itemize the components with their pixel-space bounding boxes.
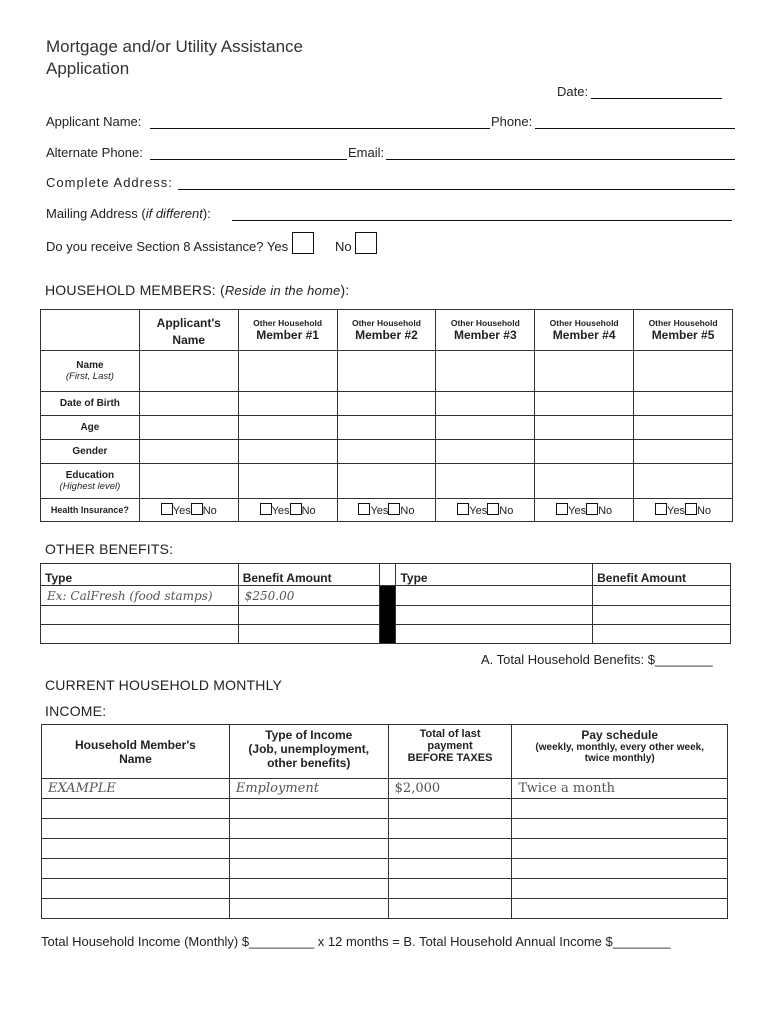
income-heading-line1: CURRENT HOUSEHOLD MONTHLY <box>45 677 283 693</box>
cell-input[interactable] <box>229 879 388 899</box>
cell-input[interactable] <box>535 416 634 440</box>
benefits-divider <box>379 564 396 586</box>
cell-input[interactable] <box>512 899 728 919</box>
income-total-line: Total Household Income (Monthly) $_________ x 12 months = B. Total Household Annual Income $________ <box>41 934 671 949</box>
income-table <box>41 724 728 919</box>
cell-input[interactable] <box>337 464 436 499</box>
cell-input[interactable] <box>337 416 436 440</box>
health-yes-no <box>337 499 436 522</box>
no-checkbox[interactable] <box>191 503 203 515</box>
yes-label: Yes <box>271 505 290 517</box>
cell-input[interactable] <box>337 440 436 464</box>
yes-checkbox[interactable] <box>358 503 370 515</box>
income-col-total-l3: BEFORE TAXES <box>407 752 493 764</box>
cell-input[interactable] <box>229 839 388 859</box>
cell-input[interactable] <box>41 625 239 644</box>
row-label-age: Age <box>41 416 140 440</box>
cell-input[interactable] <box>42 859 230 879</box>
household-header-member2 <box>337 310 436 351</box>
applicant-name-field[interactable] <box>150 128 490 129</box>
income-col-type <box>229 725 388 779</box>
no-checkbox[interactable] <box>685 503 697 515</box>
cell-input[interactable] <box>512 839 728 859</box>
cell-input[interactable] <box>512 819 728 839</box>
section8-question <box>46 232 377 254</box>
household-header-member1 <box>238 310 337 351</box>
household-table <box>40 309 733 522</box>
form-title <box>46 36 303 80</box>
benefits-example-type[interactable]: Ex: CalFresh (food stamps) <box>41 586 239 606</box>
cell-input[interactable] <box>229 859 388 879</box>
cell-input[interactable] <box>388 839 512 859</box>
yes-checkbox[interactable] <box>457 503 469 515</box>
income-col-total-l2: payment <box>427 740 473 752</box>
col1-big: Member #1 <box>256 328 319 342</box>
income-row <box>42 879 728 899</box>
form-title-line1: Mortgage and/or Utility Assistance <box>46 37 304 56</box>
income-row <box>42 799 728 819</box>
phone-label: Phone: <box>491 114 533 129</box>
mailing-label-post: ): <box>202 206 211 221</box>
cell-input[interactable] <box>238 606 379 625</box>
cell-input[interactable] <box>42 839 230 859</box>
income-col-member-text: Household Member's Name <box>74 737 196 766</box>
income-row <box>42 819 728 839</box>
row-label-name <box>41 351 140 392</box>
household-heading-pre: HOUSEHOLD MEMBERS: ( <box>45 282 225 298</box>
cell-input[interactable] <box>42 799 230 819</box>
health-yes-no <box>436 499 535 522</box>
date-field[interactable] <box>591 98 722 99</box>
cell-input[interactable] <box>634 351 733 392</box>
mailing-label-pre: Mailing Address ( <box>46 206 146 221</box>
benefits-total: A. Total Household Benefits: $________ <box>481 652 713 667</box>
cell-input[interactable] <box>229 899 388 919</box>
cell-input[interactable] <box>229 819 388 839</box>
cell-input[interactable] <box>41 606 239 625</box>
household-header-row <box>41 310 733 351</box>
row-label-dob: Date of Birth <box>41 392 140 416</box>
yes-checkbox[interactable] <box>655 503 667 515</box>
income-col-schedule-l1: Pay schedule <box>581 728 659 742</box>
health-yes-no <box>238 499 337 522</box>
col1-small: Other Household <box>253 318 323 328</box>
col3-small: Other Household <box>450 318 520 328</box>
cell-input[interactable] <box>535 464 634 499</box>
yes-label: Yes <box>568 505 587 517</box>
cell-input[interactable] <box>535 392 634 416</box>
income-col-schedule <box>512 725 728 779</box>
income-col-type-l2: (Job, unemployment, <box>248 742 370 756</box>
col4-small: Other Household <box>549 318 619 328</box>
cell-input[interactable] <box>396 606 593 625</box>
health-yes-no <box>535 499 634 522</box>
income-col-schedule-l2: (weekly, monthly, every other week, <box>535 742 705 753</box>
cell-input[interactable] <box>593 606 731 625</box>
cell-input[interactable] <box>388 819 512 839</box>
cell-input[interactable] <box>634 464 733 499</box>
row-label-education <box>41 464 140 499</box>
household-heading-post: ): <box>340 282 350 298</box>
date-label: Date: <box>557 84 589 99</box>
income-col-total-l1: Total of last <box>419 728 481 740</box>
household-row-health <box>41 499 733 522</box>
email-field[interactable] <box>386 159 735 160</box>
yes-label: Yes <box>172 505 191 517</box>
col2-big: Member #2 <box>355 328 418 342</box>
col5-small: Other Household <box>648 318 718 328</box>
address-field[interactable] <box>178 189 735 190</box>
cell-input[interactable] <box>512 879 728 899</box>
cell-input[interactable] <box>535 351 634 392</box>
col2-small: Other Household <box>351 318 421 328</box>
cell-input[interactable] <box>139 440 238 464</box>
cell-input[interactable] <box>535 440 634 464</box>
no-checkbox[interactable] <box>388 503 400 515</box>
cell-input[interactable] <box>512 799 728 819</box>
income-heading-line2: INCOME: <box>45 703 107 719</box>
cell-input[interactable] <box>512 859 728 879</box>
row-label-gender: Gender <box>41 440 140 464</box>
section8-label: Do you receive Section 8 Assistance? Yes <box>46 239 289 254</box>
alt-phone-field[interactable] <box>150 159 347 160</box>
phone-field[interactable] <box>535 128 735 129</box>
benefits-divider-fill <box>379 586 396 644</box>
cell-input[interactable] <box>634 440 733 464</box>
cell-input[interactable] <box>42 899 230 919</box>
no-checkbox[interactable] <box>487 503 499 515</box>
no-checkbox[interactable] <box>290 503 302 515</box>
row-label-health: Health Insurance? <box>41 499 140 522</box>
cell-input[interactable] <box>388 879 512 899</box>
col4-big: Member #4 <box>552 328 616 342</box>
col-applicant-l1: Applicant's <box>156 316 221 330</box>
no-label: No <box>499 505 514 517</box>
benefits-amount-header-2: Benefit Amount <box>593 564 731 586</box>
col-applicant-l2: Name <box>172 333 206 347</box>
income-col-type-l1: Type of Income <box>265 728 353 742</box>
row-name-sub: (First, Last) <box>65 371 114 382</box>
row-education-sub: (Highest level) <box>59 481 121 492</box>
no-label: No <box>400 505 415 517</box>
cell-input[interactable] <box>593 625 731 644</box>
cell-input[interactable] <box>139 392 238 416</box>
no-checkbox[interactable] <box>586 503 598 515</box>
section8-no-checkbox[interactable] <box>355 232 377 254</box>
cell-input[interactable] <box>337 351 436 392</box>
cell-input[interactable] <box>396 625 593 644</box>
household-header-member3 <box>436 310 535 351</box>
income-col-type-l3: other benefits) <box>267 756 351 770</box>
benefits-header-row <box>41 564 731 586</box>
alt-phone-label: Alternate Phone: <box>46 145 143 160</box>
benefits-example-row <box>41 586 731 606</box>
cell-input[interactable] <box>388 899 512 919</box>
yes-checkbox[interactable] <box>161 503 173 515</box>
cell-input[interactable] <box>238 440 337 464</box>
household-row-dob <box>41 392 733 416</box>
cell-input[interactable] <box>436 416 535 440</box>
income-row <box>42 839 728 859</box>
mailing-address-field[interactable] <box>232 220 732 221</box>
yes-label: Yes <box>469 505 488 517</box>
household-heading-italic: Reside in the home <box>224 283 341 298</box>
section8-yes-checkbox[interactable] <box>292 232 314 254</box>
cell-input[interactable] <box>634 392 733 416</box>
household-row-name <box>41 351 733 392</box>
no-label: No <box>301 505 316 517</box>
col3-big: Member #3 <box>453 328 517 342</box>
cell-input[interactable] <box>238 351 337 392</box>
income-row <box>42 899 728 919</box>
cell-input[interactable] <box>139 351 238 392</box>
no-label: No <box>696 505 712 517</box>
cell-input[interactable] <box>436 440 535 464</box>
cell-input[interactable] <box>238 392 337 416</box>
section8-no-label: No <box>334 239 352 254</box>
income-col-total <box>388 725 512 779</box>
no-label: No <box>202 505 217 517</box>
cell-input[interactable] <box>337 392 436 416</box>
mailing-label-italic: if different <box>145 206 203 221</box>
benefits-amount-header: Benefit Amount <box>238 564 379 586</box>
benefits-table <box>40 563 731 644</box>
row-education-text: Education <box>65 470 115 481</box>
cell-input[interactable] <box>388 799 512 819</box>
cell-input[interactable] <box>42 879 230 899</box>
cell-input[interactable] <box>436 392 535 416</box>
row-name-text: Name <box>76 360 104 371</box>
applicant-name-label: Applicant Name: <box>46 114 142 129</box>
address-label: Complete Address: <box>46 175 173 190</box>
household-header-blank <box>41 310 140 351</box>
yes-checkbox[interactable] <box>556 503 568 515</box>
household-row-education <box>41 464 733 499</box>
income-col-member <box>42 725 230 779</box>
benefits-type-header: Type <box>41 564 239 586</box>
cell-input[interactable] <box>139 464 238 499</box>
benefits-example-amount[interactable]: $250.00 <box>238 586 379 606</box>
income-example-schedule[interactable]: Twice a month <box>512 779 728 799</box>
cell-input[interactable] <box>593 586 731 606</box>
income-example-row <box>42 779 728 799</box>
household-header-member4 <box>535 310 634 351</box>
household-row-gender <box>41 440 733 464</box>
household-header-member5 <box>634 310 733 351</box>
cell-input[interactable] <box>634 416 733 440</box>
cell-input[interactable] <box>388 859 512 879</box>
yes-label: Yes <box>370 505 389 517</box>
household-heading <box>45 282 349 298</box>
cell-input[interactable] <box>229 799 388 819</box>
form-title-line2: Application <box>46 59 130 78</box>
cell-input[interactable] <box>42 819 230 839</box>
cell-input[interactable] <box>436 464 535 499</box>
health-yes-no <box>634 499 733 522</box>
income-example-type[interactable]: Employment <box>229 779 388 799</box>
income-row <box>42 859 728 879</box>
col5-big: Member #5 <box>651 328 715 342</box>
cell-input[interactable] <box>238 464 337 499</box>
benefits-heading: OTHER BENEFITS: <box>45 541 174 557</box>
household-row-age <box>41 416 733 440</box>
cell-input[interactable] <box>396 586 593 606</box>
mailing-address-label <box>46 206 211 221</box>
email-label: Email: <box>348 145 385 160</box>
income-col-schedule-l3: twice monthly) <box>584 753 655 764</box>
income-header-row <box>42 725 728 779</box>
cell-input[interactable] <box>238 625 379 644</box>
yes-checkbox[interactable] <box>260 503 272 515</box>
cell-input[interactable] <box>139 416 238 440</box>
cell-input[interactable] <box>436 351 535 392</box>
yes-label: Yes <box>667 505 685 517</box>
no-label: No <box>598 505 613 517</box>
income-example-total[interactable]: $2,000 <box>388 779 512 799</box>
income-example-member[interactable]: EXAMPLE <box>42 779 230 799</box>
cell-input[interactable] <box>238 416 337 440</box>
household-header-applicant <box>139 310 238 351</box>
health-yes-no <box>139 499 238 522</box>
benefits-type-header-2: Type <box>396 564 593 586</box>
